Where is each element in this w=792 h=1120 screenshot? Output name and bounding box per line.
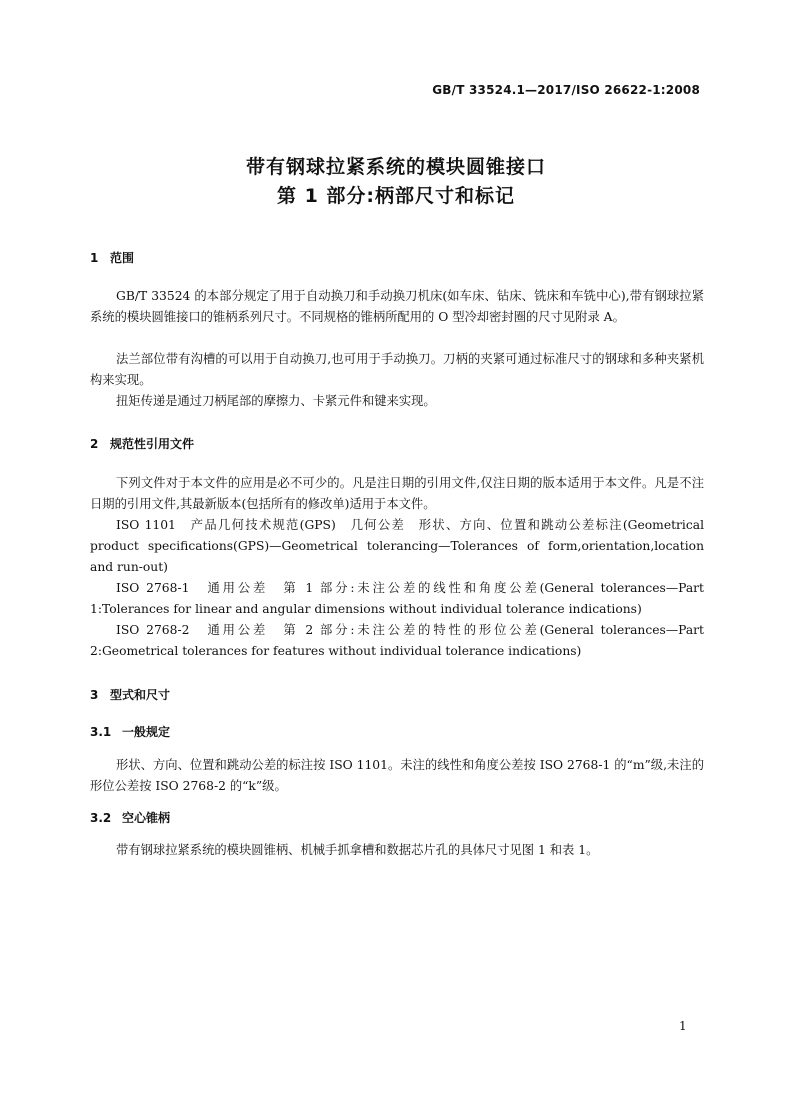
section-number: 3 <box>90 688 99 702</box>
scope-paragraph-1: GB/T 33524 的本部分规定了用于自动换刀和手动换刀机床(如车床、钻床、铣床和车铣中心),带有钢球拉紧系统的模块圆锥接口的锥柄系列尺寸。不同规格的锥柄所配用的 O 型冷却密封圈的尺寸见附录 A。 <box>90 289 704 324</box>
section-title: 规范性引用文件 <box>110 437 195 451</box>
subsection-title: 一般规定 <box>122 725 171 739</box>
section-title: 型式和尺寸 <box>110 688 171 702</box>
scope-paragraph-3: 扭矩传递是通过刀柄尾部的摩擦力、卡紧元件和键来实现。 <box>116 394 436 408</box>
general-requirements-paragraph: 形状、方向、位置和跳动公差的标注按 ISO 1101。未注的线性和角度公差按 ISO 2768-1 的“m”级,未注的形位公差按 ISO 2768-2 的“k”级。 <box>90 758 704 793</box>
section-heading-scope <box>90 249 134 266</box>
section-number: 2 <box>90 437 99 451</box>
section-heading-types-and-dimensions <box>90 686 170 703</box>
hollow-taper-shank-paragraph: 带有钢球拉紧系统的模块圆锥柄、机械手抓拿槽和数据芯片孔的具体尺寸见图 1 和表 1。 <box>116 843 599 857</box>
subsection-title: 空心锥柄 <box>122 811 171 825</box>
references-intro-paragraph: 下列文件对于本文件的应用是必不可少的。凡是注日期的引用文件,仅注日期的版本适用于本文件。凡是不注日期的引用文件,其最新版本(包括所有的修改单)适用于本文件。 <box>90 476 704 511</box>
page-number: 1 <box>679 1019 687 1033</box>
standard-number-header: GB/T 33524.1—2017/ISO 26622-1:2008 <box>432 83 700 97</box>
section-number: 1 <box>90 251 99 265</box>
section-heading-normative-references <box>90 435 194 452</box>
reference-iso-2768-1: ISO 2768-1 通用公差 第 1 部分:未注公差的线性和角度公差(General tolerances—Part 1:Tolerances for linear and angular dimensions without individual tolerance indications) <box>90 581 704 616</box>
reference-iso-2768-2: ISO 2768-2 通用公差 第 2 部分:未注公差的特性的形位公差(General tolerances—Part 2:Geometrical tolerances for features without individual tolerance indications) <box>90 623 704 658</box>
scope-paragraph-2: 法兰部位带有沟槽的可以用于自动换刀,也可用于手动换刀。刀柄的夹紧可通过标准尺寸的钢球和多种夹紧机构来实现。 <box>90 352 704 387</box>
subsection-number: 3.2 <box>90 811 112 825</box>
document-subtitle: 第 1 部分:柄部尺寸和标记 <box>276 185 516 207</box>
reference-iso-1101: ISO 1101 产品几何技术规范(GPS) 几何公差 形状、方向、位置和跳动公差标注(Geometrical product specifications(GPS)—Geometrical tolerancing—Tolerances of form,orientation,location and run-out) <box>90 518 704 574</box>
document-title: 带有钢球拉紧系统的模块圆锥接口 <box>245 156 546 178</box>
subsection-heading-general <box>90 723 170 740</box>
subsection-heading-hollow-taper-shank <box>90 809 170 826</box>
section-title: 范围 <box>110 251 135 265</box>
subsection-number: 3.1 <box>90 725 112 739</box>
